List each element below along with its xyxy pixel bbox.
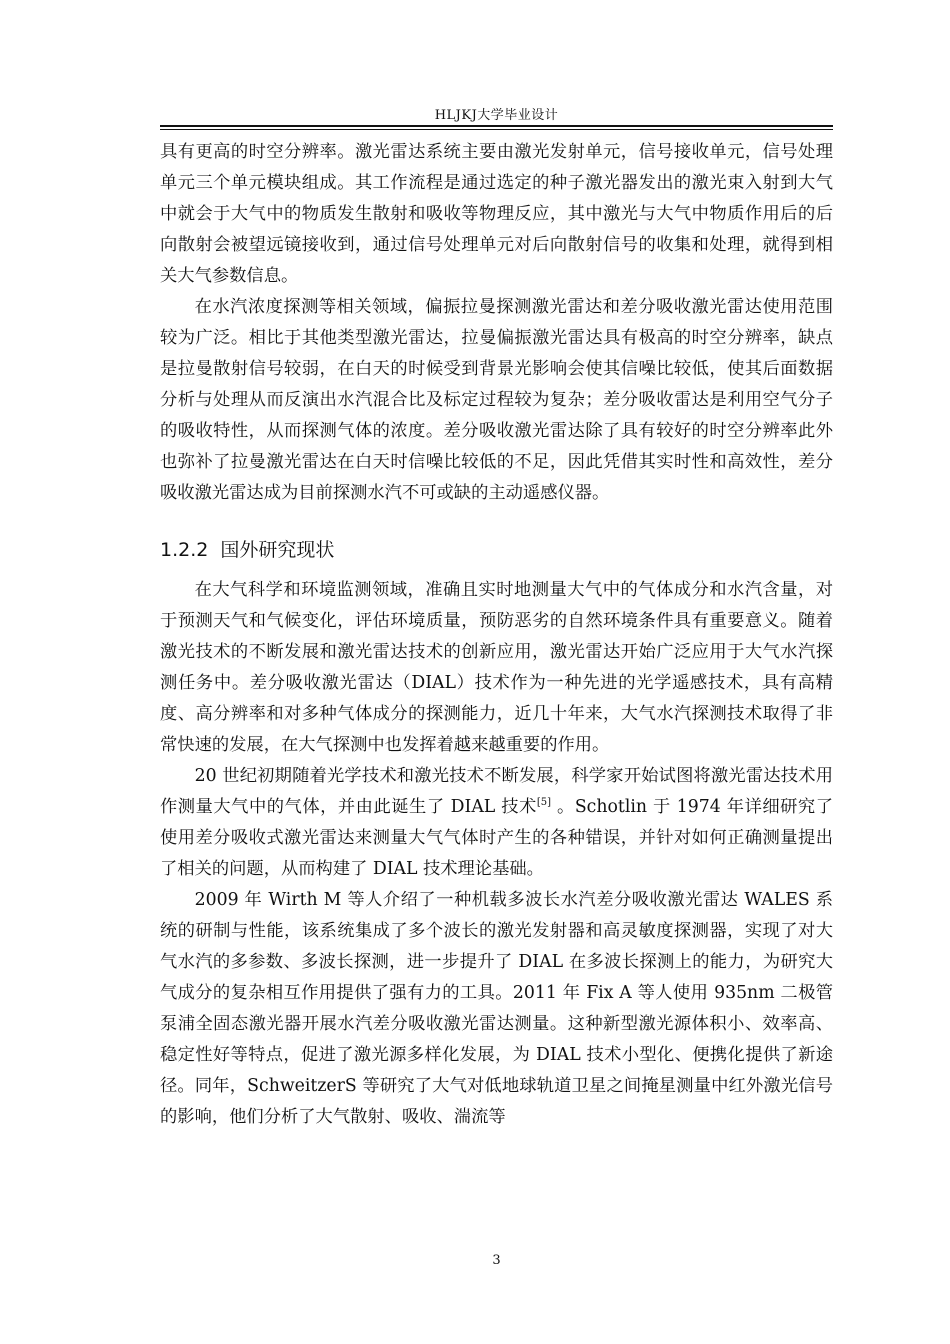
paragraph-lidar-comparison: 在水汽浓度探测等相关领域，偏振拉曼探测激光雷达和差分吸收激光雷达使用范围较为广泛。相比于其他类型激光雷达，拉曼偏振激光雷达具有极高的时空分辨率，缺点是拉曼散射信号较弱，在白天的时候受到背景光影响会使其信噪比较低，使其后面数据分析与处理从而反演出水汽混合比及标定过程较为复杂；差分吸收雷达是利用空气分子的吸收特性，从而探测气体的浓度。差分吸收激光雷达除了具有较好的时空分辨率此外也弥补了拉曼激光雷达在白天时信噪比较低的不足，因此凭借其实时性和高效性，差分吸收激光雷达成为目前探测水汽不可或缺的主动遥感仪器。 bbox=[160, 297, 833, 503]
header-rule bbox=[160, 125, 833, 127]
page-number: 3 bbox=[492, 1253, 501, 1268]
citation-reference: [5] bbox=[536, 797, 552, 809]
section-title: 国外研究现状 bbox=[220, 539, 335, 561]
paragraph-dial-overview: 在大气科学和环境监测领域，准确且实时地测量大气中的气体成分和水汽含量，对于预测天气和气候变化，评估环境质量，预防恶劣的自然环境条件具有重要意义。随着激光技术的不断发展和激光雷达技术的创新应用，激光雷达开始广泛应用于大气水汽探测任务中。差分吸收激光雷达（DIAL）技术作为一种先进的光学遥感技术，具有高精度、高分辨率和对多种气体成分的探测能力，近几十年来，大气水汽探测技术取得了非常快速的发展，在大气探测中也发挥着越来越重要的作用。 bbox=[160, 580, 833, 755]
history-text-part1: 20 世纪初期随着光学技术和激光技术不断发展，科学家开始试图将激光雷达技术用作测量大气中的气体，并由此诞生了 DIAL 技术 bbox=[160, 766, 833, 817]
page-header: HLJKJ大学毕业设计 bbox=[434, 108, 559, 123]
page-body bbox=[160, 137, 833, 1133]
paragraph-continuation: 具有更高的时空分辨率。激光雷达系统主要由激光发射单元，信号接收单元，信号处理单元三个单元模块组成。其工作流程是通过选定的种子激光器发出的激光束入射到大气中就会于大气中的物质发生散射和吸收等物理反应，其中激光与大气中物质作用后的后向散射会被望远镜接收到，通过信号处理单元对后向散射信号的收集和处理，就得到相关大气参数信息。 bbox=[160, 142, 833, 286]
paragraph-dial-history bbox=[160, 761, 833, 885]
header-rule-secondary bbox=[160, 129, 833, 130]
section-heading bbox=[160, 535, 833, 565]
paragraph-dial-developments: 2009 年 Wirth M 等人介绍了一种机载多波长水汽差分吸收激光雷达 WALES 系统的研制与性能，该系统集成了多个波长的激光发射器和高灵敏度探测器，实现了对大气水汽的多参数、多波长探测，进一步提升了 DIAL 在多波长探测上的能力，为研究大气成分的复杂相互作用提供了强有力的工具。2011 年 Fix A 等人使用 935nm 二极管泵浦全固态激光器开展水汽差分吸收激光雷达测量。这种新型激光源体积小、效率高、稳定性好等特点，促进了激光源多样化发展，为 DIAL 技术小型化、便携化提供了新途径。同年，SchweitzerS 等研究了大气对低地球轨道卫星之间掩星测量中红外激光信号的影响，他们分析了大气散射、吸收、湍流等 bbox=[160, 890, 833, 1127]
history-text-part2: 。Schotlin 于 1974 年详细研究了使用差分吸收式激光雷达来测量大气气体时产生的各种错误，并针对如何正确测量提出了相关的问题，从而构建了 DIAL 技术理论基础。 bbox=[160, 797, 834, 879]
section-number: 1.2.2 bbox=[160, 539, 209, 561]
